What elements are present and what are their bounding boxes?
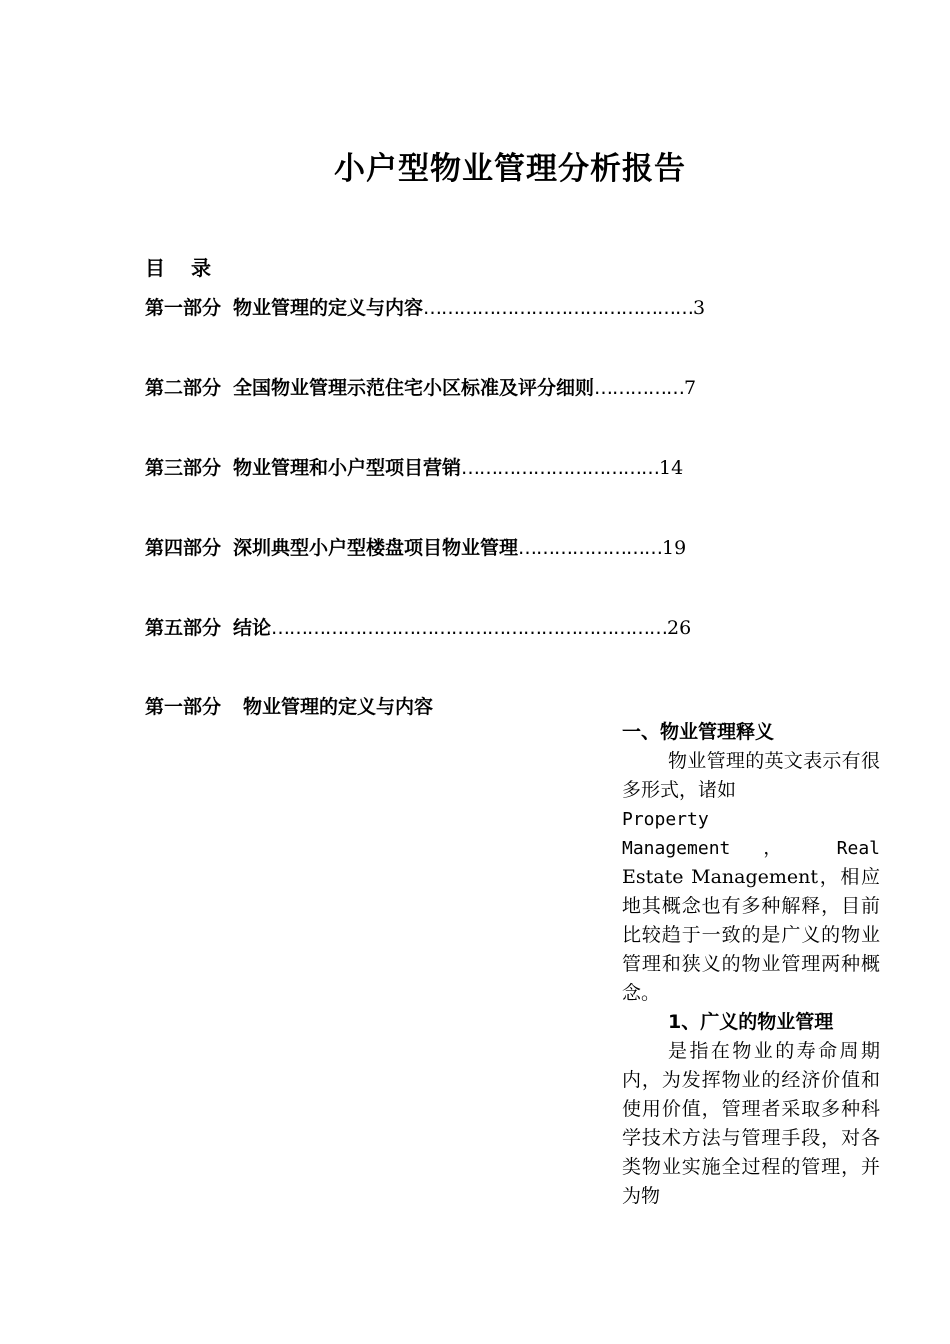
toc-entry-part: 第三部分 <box>145 457 222 479</box>
paragraph-text: 物业管理的英文表示有很多形式，诸如 <box>622 750 880 801</box>
toc-heading <box>145 252 211 281</box>
toc-heading-char-2: 录 <box>191 256 211 280</box>
document-title: 小户型物业管理分析报告 <box>334 151 686 187</box>
toc-entry-leader: ……………………………………… <box>423 297 694 319</box>
toc-entry-page: 3 <box>693 297 706 319</box>
toc-entry[interactable] <box>145 533 686 560</box>
section-title: 物业管理的定义与内容 <box>243 696 434 718</box>
toc-entry[interactable] <box>145 453 683 480</box>
toc-entry-text: 深圳典型小户型楼盘项目物业管理 <box>233 537 519 559</box>
toc-entry[interactable] <box>145 373 696 400</box>
toc-entry-text: 物业管理的定义与内容 <box>233 297 424 319</box>
toc-entry-page: 19 <box>662 537 687 559</box>
toc-entry-page: 14 <box>659 457 684 479</box>
paragraph-text: 是指在物业的寿命周期内，为发挥物业的经济价值和使用价值，管理者采取多种科学技术方法与管理手段，对各类物业实施全过程的管理，并为物 <box>622 1040 880 1207</box>
text-column <box>622 718 880 1211</box>
paragraph-text-latin: Management ， Real <box>622 838 880 859</box>
paragraph <box>622 747 880 805</box>
toc-entry-text: 物业管理和小户型项目营销 <box>233 457 462 479</box>
toc-entry[interactable] <box>145 293 705 320</box>
toc-entry-leader: ………………………………………………………… <box>271 617 668 639</box>
toc-entry[interactable] <box>145 613 691 640</box>
section-heading <box>145 692 433 719</box>
toc-entry-page: 7 <box>684 377 697 399</box>
toc-entry-text: 结论 <box>233 617 272 639</box>
toc-entry-part: 第五部分 <box>145 617 222 639</box>
toc-entry-leader: …………… <box>594 377 685 399</box>
toc-entry-text: 全国物业管理示范住宅小区标准及评分细则 <box>233 377 595 399</box>
toc-entry-part: 第四部分 <box>145 537 222 559</box>
toc-heading-char-1: 目 <box>145 256 165 280</box>
section-part: 第一部分 <box>145 696 222 718</box>
toc-entry-leader: …………………………… <box>461 457 660 479</box>
toc-entry-part: 第一部分 <box>145 297 222 319</box>
toc-entry-page: 26 <box>667 617 692 639</box>
subheading: 一、物业管理释义 <box>622 721 775 743</box>
paragraph-text-latin: Property <box>622 809 709 830</box>
subheading: 1、广义的物业管理 <box>668 1011 834 1033</box>
paragraph <box>622 863 880 1008</box>
paragraph-text: Estate Management，相应地其概念也有多种解释，目前比较趋于一致的是广义的物业管理和狭义的物业管理两种概念。 <box>622 866 880 1004</box>
toc-entry-part: 第二部分 <box>145 377 222 399</box>
paragraph <box>622 1037 880 1211</box>
toc-entry-leader: …………………… <box>518 537 663 559</box>
